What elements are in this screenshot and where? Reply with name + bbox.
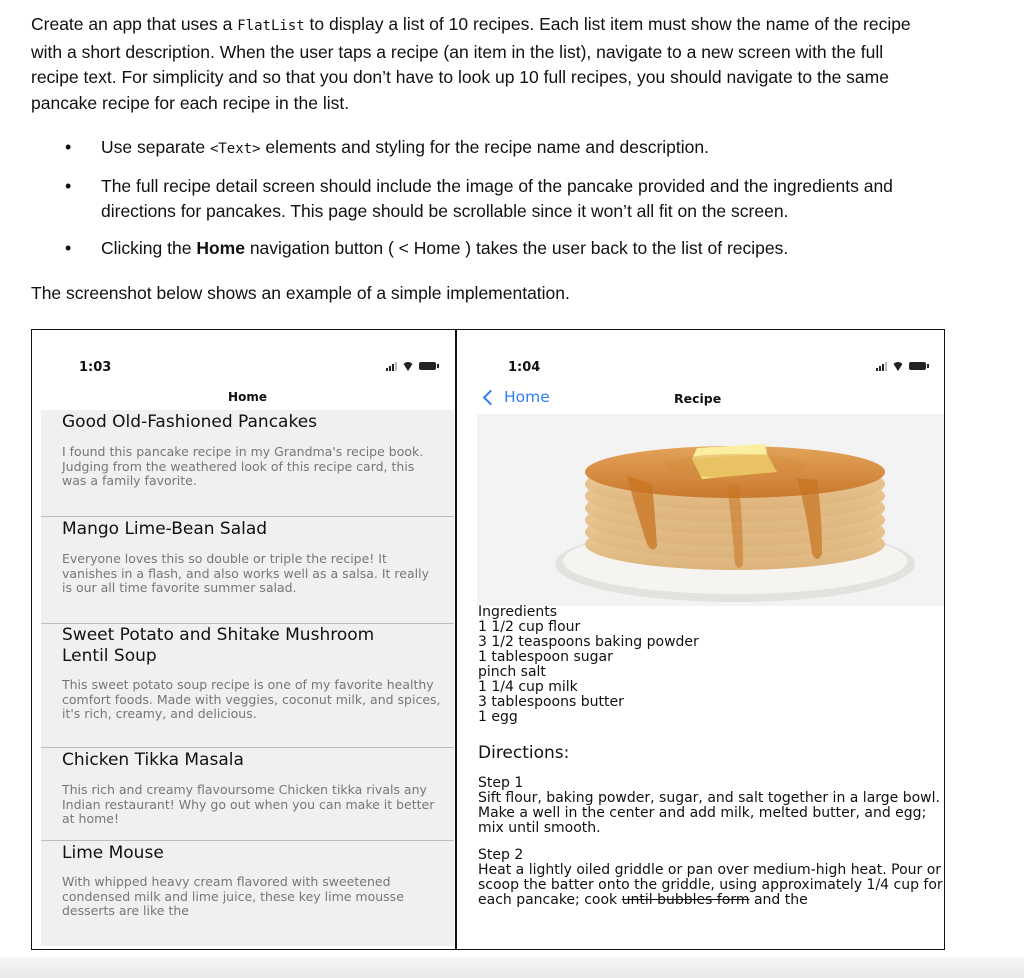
step-2-text <box>478 863 944 908</box>
bullet-1-text-cont: elements and styling for the recipe name and description. <box>260 137 709 157</box>
intro-text: Create an app that uses a <box>31 14 238 34</box>
step-2-text-b: and the <box>749 892 808 908</box>
battery-icon <box>419 362 436 370</box>
ingredient-item: pinch salt <box>478 664 546 680</box>
text-code: <Text> <box>209 141 261 157</box>
recipe-description: This rich and creamy flavoursome Chicken tikka rivals any Indian restaurant! Why go out when you can make it better at home! <box>62 782 435 826</box>
chevron-left-icon <box>483 389 499 405</box>
bullet-2-text: The full recipe detail screen should include the image of the pancake provided and the ingredients and directions for pancakes. This page should be scrollable since it won’t all fit on the screen. <box>101 175 893 221</box>
intro-paragraph <box>31 12 931 116</box>
recipe-list[interactable] <box>41 410 454 946</box>
nav-title <box>41 390 454 404</box>
status-icons <box>876 361 926 371</box>
screenshot-caption: The screenshot below shows an example of a simple implementation. <box>31 283 570 303</box>
home-bold: Home <box>196 237 245 258</box>
signal-icon <box>386 361 397 371</box>
recipe-description: I found this pancake recipe in my Grandma's recipe book. Judging from the weathered look of this recipe card, this was a family favorite. <box>62 444 424 488</box>
list-item[interactable] <box>41 748 454 841</box>
flatlist-code: FlatList <box>237 18 305 34</box>
list-item[interactable] <box>41 841 454 946</box>
list-screen <box>41 340 454 946</box>
nav-title: Recipe <box>674 391 722 406</box>
ingredient-item: 1 tablespoon sugar <box>478 649 613 665</box>
detail-screen <box>466 340 944 946</box>
step-2-title: Step 2 <box>478 847 524 863</box>
recipe-description: With whipped heavy cream flavored with sweetened condensed milk and lime juice, these key lime mousse desserts are like the <box>62 874 404 918</box>
recipe-name: Good Old-Fashioned Pancakes <box>62 412 318 432</box>
step-2-text-strike: until bubbles form <box>621 892 750 908</box>
list-item[interactable] <box>41 410 454 517</box>
step-1-title: Step 1 <box>478 775 524 791</box>
recipe-description: Everyone loves this so double or triple the recipe! It vanishes in a flash, and also works well as a salsa. It really is our all time favorite summer salad. <box>62 551 429 595</box>
step-1-text: Sift flour, baking powder, sugar, and salt together in a large bowl. Make a well in the center and add milk, melted butter, and egg; mix until smooth. <box>478 790 940 836</box>
bullet-1-text: Use separate <box>101 137 210 157</box>
home-back-button[interactable] <box>482 388 550 406</box>
recipe-detail-content[interactable] <box>478 605 944 908</box>
list-item[interactable] <box>41 624 454 748</box>
back-label: Home <box>504 388 550 406</box>
ingredients-title: Ingredients <box>478 604 557 620</box>
viewer-bottom-bar <box>0 957 1024 978</box>
signal-icon <box>876 361 887 371</box>
status-time: 1:04 <box>508 360 541 375</box>
ingredient-item: 1 1/2 cup flour <box>478 619 581 635</box>
ingredient-item: 3 tablespoons butter <box>478 694 624 710</box>
recipe-name: Chicken Tikka Masala <box>62 750 244 770</box>
frame-divider <box>455 329 457 950</box>
recipe-name: Sweet Potato and Shitake Mushroom Lentil Soup <box>62 625 375 666</box>
ingredient-item: 1 1/4 cup milk <box>478 679 578 695</box>
bullet-text-elements <box>60 135 960 163</box>
intro-text-cont: to display a list of 10 recipes. Each list item must show the name of the recipe with a short description. When the user taps a recipe (an item in the list), navigate to a new screen with the full recipe text. For simplicity and so that you don’t have to look up 10 full recipes, you should navigate to the same pancake recipe for each recipe in the list. <box>31 14 911 113</box>
status-bar <box>466 360 944 380</box>
status-icons <box>386 361 436 371</box>
bullet-3-text-cont: navigation button ( < Home ) takes the user back to the list of recipes. <box>244 237 789 258</box>
recipe-name: Mango Lime-Bean Salad <box>62 519 268 539</box>
pancake-stack-illustration <box>477 414 944 606</box>
requirements-list <box>60 135 960 272</box>
bullet-detail-screen <box>60 174 960 225</box>
bullet-3-text: Clicking the <box>101 237 197 258</box>
status-time: 1:03 <box>79 360 112 375</box>
recipe-name: Lime Mouse <box>62 843 164 863</box>
directions-title: Directions: <box>478 743 570 763</box>
battery-icon <box>909 362 926 370</box>
list-item[interactable] <box>41 517 454 624</box>
pancake-image <box>477 414 944 606</box>
status-bar <box>41 360 454 380</box>
recipe-description: This sweet potato soup recipe is one of my favorite healthy comfort foods. Made with veggies, coconut milk, and spices, it's rich, creamy, and delicious. <box>62 677 441 721</box>
wifi-icon <box>892 362 904 371</box>
bullet-home-button <box>60 236 960 262</box>
wifi-icon <box>402 362 414 371</box>
ingredient-item: 3 1/2 teaspoons baking powder <box>478 634 699 650</box>
ingredient-item: 1 egg <box>478 709 518 725</box>
step-2-text-a: Heat a lightly oiled griddle or pan over medium-high heat. Pour or scoop the batter onto the griddle, using approximately 1/4 cup for each pancake; cook <box>478 862 943 908</box>
nav-title-text: Home <box>228 390 267 404</box>
